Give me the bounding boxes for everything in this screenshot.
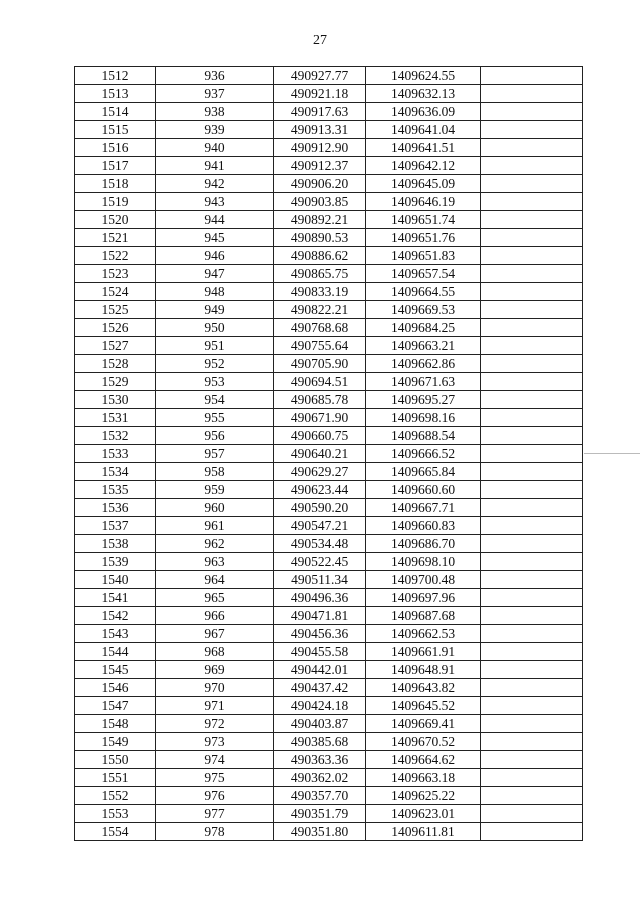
point-number-cell: 966 (156, 607, 274, 625)
row-number-cell: 1541 (75, 589, 156, 607)
table-row (75, 391, 583, 409)
point-number-cell: 941 (156, 157, 274, 175)
table-row (75, 535, 583, 553)
table-row (75, 409, 583, 427)
x-coordinate-cell: 490921.18 (274, 85, 366, 103)
point-number-cell: 968 (156, 643, 274, 661)
empty-cell (481, 427, 583, 445)
table-row (75, 103, 583, 121)
empty-cell (481, 301, 583, 319)
empty-cell (481, 265, 583, 283)
point-number-cell: 946 (156, 247, 274, 265)
point-number-cell: 974 (156, 751, 274, 769)
empty-cell (481, 787, 583, 805)
x-coordinate-cell: 490917.63 (274, 103, 366, 121)
point-number-cell: 950 (156, 319, 274, 337)
row-number-cell: 1521 (75, 229, 156, 247)
y-coordinate-cell: 1409695.27 (366, 391, 481, 409)
empty-cell (481, 805, 583, 823)
y-coordinate-cell: 1409641.04 (366, 121, 481, 139)
x-coordinate-cell: 490455.58 (274, 643, 366, 661)
y-coordinate-cell: 1409664.62 (366, 751, 481, 769)
y-coordinate-cell: 1409669.41 (366, 715, 481, 733)
point-number-cell: 955 (156, 409, 274, 427)
row-number-cell: 1544 (75, 643, 156, 661)
row-number-cell: 1523 (75, 265, 156, 283)
empty-cell (481, 139, 583, 157)
table-row (75, 733, 583, 751)
y-coordinate-cell: 1409651.74 (366, 211, 481, 229)
table-row (75, 445, 583, 463)
y-coordinate-cell: 1409625.22 (366, 787, 481, 805)
table-row (75, 751, 583, 769)
row-number-cell: 1530 (75, 391, 156, 409)
table-row (75, 481, 583, 499)
empty-cell (481, 247, 583, 265)
empty-cell (481, 589, 583, 607)
point-number-cell: 961 (156, 517, 274, 535)
point-number-cell: 953 (156, 373, 274, 391)
y-coordinate-cell: 1409642.12 (366, 157, 481, 175)
row-number-cell: 1524 (75, 283, 156, 301)
x-coordinate-cell: 490660.75 (274, 427, 366, 445)
x-coordinate-cell: 490886.62 (274, 247, 366, 265)
point-number-cell: 956 (156, 427, 274, 445)
empty-cell (481, 607, 583, 625)
y-coordinate-cell: 1409669.53 (366, 301, 481, 319)
y-coordinate-cell: 1409611.81 (366, 823, 481, 841)
x-coordinate-cell: 490623.44 (274, 481, 366, 499)
point-number-cell: 963 (156, 553, 274, 571)
point-number-cell: 972 (156, 715, 274, 733)
empty-cell (481, 409, 583, 427)
x-coordinate-cell: 490755.64 (274, 337, 366, 355)
table-row (75, 679, 583, 697)
table-row (75, 661, 583, 679)
point-number-cell: 962 (156, 535, 274, 553)
table-row (75, 805, 583, 823)
x-coordinate-cell: 490694.51 (274, 373, 366, 391)
table-row (75, 247, 583, 265)
row-number-cell: 1552 (75, 787, 156, 805)
x-coordinate-cell: 490590.20 (274, 499, 366, 517)
row-number-cell: 1522 (75, 247, 156, 265)
table-row (75, 337, 583, 355)
x-coordinate-cell: 490522.45 (274, 553, 366, 571)
y-coordinate-cell: 1409670.52 (366, 733, 481, 751)
y-coordinate-cell: 1409641.51 (366, 139, 481, 157)
empty-cell (481, 571, 583, 589)
x-coordinate-cell: 490833.19 (274, 283, 366, 301)
table-row (75, 571, 583, 589)
y-coordinate-cell: 1409662.53 (366, 625, 481, 643)
empty-cell (481, 823, 583, 841)
row-number-cell: 1532 (75, 427, 156, 445)
row-number-cell: 1539 (75, 553, 156, 571)
row-number-cell: 1542 (75, 607, 156, 625)
table-row (75, 319, 583, 337)
table-row (75, 715, 583, 733)
y-coordinate-cell: 1409684.25 (366, 319, 481, 337)
row-number-cell: 1529 (75, 373, 156, 391)
table-row (75, 499, 583, 517)
point-number-cell: 947 (156, 265, 274, 283)
x-coordinate-cell: 490496.36 (274, 589, 366, 607)
x-coordinate-cell: 490903.85 (274, 193, 366, 211)
row-number-cell: 1525 (75, 301, 156, 319)
empty-cell (481, 769, 583, 787)
empty-cell (481, 643, 583, 661)
empty-cell (481, 211, 583, 229)
empty-cell (481, 337, 583, 355)
table-row (75, 697, 583, 715)
y-coordinate-cell: 1409623.01 (366, 805, 481, 823)
empty-cell (481, 661, 583, 679)
y-coordinate-cell: 1409667.71 (366, 499, 481, 517)
x-coordinate-cell: 490671.90 (274, 409, 366, 427)
x-coordinate-cell: 490351.79 (274, 805, 366, 823)
point-number-cell: 942 (156, 175, 274, 193)
empty-cell (481, 625, 583, 643)
table-row (75, 355, 583, 373)
point-number-cell: 943 (156, 193, 274, 211)
empty-cell (481, 697, 583, 715)
empty-cell (481, 679, 583, 697)
y-coordinate-cell: 1409651.83 (366, 247, 481, 265)
point-number-cell: 975 (156, 769, 274, 787)
empty-cell (481, 229, 583, 247)
x-coordinate-cell: 490471.81 (274, 607, 366, 625)
point-number-cell: 948 (156, 283, 274, 301)
page-number: 27 (313, 33, 327, 48)
point-number-cell: 958 (156, 463, 274, 481)
row-number-cell: 1512 (75, 67, 156, 85)
x-coordinate-cell: 490357.70 (274, 787, 366, 805)
row-number-cell: 1518 (75, 175, 156, 193)
table-row (75, 463, 583, 481)
x-coordinate-cell: 490890.53 (274, 229, 366, 247)
y-coordinate-cell: 1409643.82 (366, 679, 481, 697)
row-number-cell: 1554 (75, 823, 156, 841)
empty-cell (481, 499, 583, 517)
row-number-cell: 1553 (75, 805, 156, 823)
y-coordinate-cell: 1409671.63 (366, 373, 481, 391)
point-number-cell: 957 (156, 445, 274, 463)
empty-cell (481, 175, 583, 193)
point-number-cell: 964 (156, 571, 274, 589)
table-row (75, 211, 583, 229)
x-coordinate-cell: 490403.87 (274, 715, 366, 733)
row-number-cell: 1516 (75, 139, 156, 157)
point-number-cell: 939 (156, 121, 274, 139)
row-number-cell: 1531 (75, 409, 156, 427)
empty-cell (481, 553, 583, 571)
point-number-cell: 949 (156, 301, 274, 319)
point-number-cell: 976 (156, 787, 274, 805)
scan-artifact-line (584, 453, 640, 454)
row-number-cell: 1536 (75, 499, 156, 517)
row-number-cell: 1540 (75, 571, 156, 589)
x-coordinate-cell: 490822.21 (274, 301, 366, 319)
row-number-cell: 1528 (75, 355, 156, 373)
y-coordinate-cell: 1409646.19 (366, 193, 481, 211)
empty-cell (481, 193, 583, 211)
x-coordinate-cell: 490685.78 (274, 391, 366, 409)
empty-cell (481, 391, 583, 409)
table-row (75, 589, 583, 607)
row-number-cell: 1538 (75, 535, 156, 553)
x-coordinate-cell: 490705.90 (274, 355, 366, 373)
table-row (75, 769, 583, 787)
point-number-cell: 978 (156, 823, 274, 841)
table-row (75, 175, 583, 193)
x-coordinate-cell: 490456.36 (274, 625, 366, 643)
y-coordinate-cell: 1409666.52 (366, 445, 481, 463)
x-coordinate-cell: 490547.21 (274, 517, 366, 535)
y-coordinate-cell: 1409697.96 (366, 589, 481, 607)
table-row (75, 427, 583, 445)
empty-cell (481, 373, 583, 391)
empty-cell (481, 481, 583, 499)
x-coordinate-cell: 490865.75 (274, 265, 366, 283)
row-number-cell: 1526 (75, 319, 156, 337)
y-coordinate-cell: 1409651.76 (366, 229, 481, 247)
x-coordinate-cell: 490640.21 (274, 445, 366, 463)
x-coordinate-cell: 490351.80 (274, 823, 366, 841)
row-number-cell: 1520 (75, 211, 156, 229)
row-number-cell: 1517 (75, 157, 156, 175)
y-coordinate-cell: 1409664.55 (366, 283, 481, 301)
row-number-cell: 1546 (75, 679, 156, 697)
row-number-cell: 1550 (75, 751, 156, 769)
table-row (75, 139, 583, 157)
coordinates-table-body (75, 67, 583, 841)
table-row (75, 301, 583, 319)
x-coordinate-cell: 490912.37 (274, 157, 366, 175)
y-coordinate-cell: 1409687.68 (366, 607, 481, 625)
empty-cell (481, 121, 583, 139)
table-row (75, 85, 583, 103)
empty-cell (481, 157, 583, 175)
empty-cell (481, 463, 583, 481)
y-coordinate-cell: 1409624.55 (366, 67, 481, 85)
x-coordinate-cell: 490511.34 (274, 571, 366, 589)
y-coordinate-cell: 1409660.83 (366, 517, 481, 535)
x-coordinate-cell: 490912.90 (274, 139, 366, 157)
x-coordinate-cell: 490385.68 (274, 733, 366, 751)
y-coordinate-cell: 1409661.91 (366, 643, 481, 661)
table-row (75, 157, 583, 175)
y-coordinate-cell: 1409663.21 (366, 337, 481, 355)
y-coordinate-cell: 1409645.52 (366, 697, 481, 715)
point-number-cell: 940 (156, 139, 274, 157)
empty-cell (481, 355, 583, 373)
row-number-cell: 1543 (75, 625, 156, 643)
row-number-cell: 1514 (75, 103, 156, 121)
point-number-cell: 973 (156, 733, 274, 751)
empty-cell (481, 445, 583, 463)
table-row (75, 265, 583, 283)
table-row (75, 193, 583, 211)
row-number-cell: 1527 (75, 337, 156, 355)
point-number-cell: 970 (156, 679, 274, 697)
point-number-cell: 937 (156, 85, 274, 103)
row-number-cell: 1537 (75, 517, 156, 535)
x-coordinate-cell: 490629.27 (274, 463, 366, 481)
coordinates-table (74, 66, 583, 841)
row-number-cell: 1534 (75, 463, 156, 481)
y-coordinate-cell: 1409648.91 (366, 661, 481, 679)
empty-cell (481, 283, 583, 301)
point-number-cell: 971 (156, 697, 274, 715)
table-row (75, 229, 583, 247)
point-number-cell: 954 (156, 391, 274, 409)
y-coordinate-cell: 1409688.54 (366, 427, 481, 445)
y-coordinate-cell: 1409698.16 (366, 409, 481, 427)
point-number-cell: 965 (156, 589, 274, 607)
empty-cell (481, 85, 583, 103)
table-row (75, 625, 583, 643)
row-number-cell: 1533 (75, 445, 156, 463)
row-number-cell: 1535 (75, 481, 156, 499)
y-coordinate-cell: 1409632.13 (366, 85, 481, 103)
point-number-cell: 938 (156, 103, 274, 121)
x-coordinate-cell: 490768.68 (274, 319, 366, 337)
empty-cell (481, 733, 583, 751)
x-coordinate-cell: 490437.42 (274, 679, 366, 697)
table-row (75, 121, 583, 139)
table-row (75, 553, 583, 571)
empty-cell (481, 67, 583, 85)
x-coordinate-cell: 490927.77 (274, 67, 366, 85)
row-number-cell: 1551 (75, 769, 156, 787)
x-coordinate-cell: 490362.02 (274, 769, 366, 787)
empty-cell (481, 751, 583, 769)
table-row (75, 373, 583, 391)
empty-cell (481, 535, 583, 553)
x-coordinate-cell: 490892.21 (274, 211, 366, 229)
x-coordinate-cell: 490913.31 (274, 121, 366, 139)
empty-cell (481, 103, 583, 121)
y-coordinate-cell: 1409662.86 (366, 355, 481, 373)
point-number-cell: 959 (156, 481, 274, 499)
table-row (75, 517, 583, 535)
point-number-cell: 936 (156, 67, 274, 85)
row-number-cell: 1547 (75, 697, 156, 715)
y-coordinate-cell: 1409698.10 (366, 553, 481, 571)
row-number-cell: 1513 (75, 85, 156, 103)
point-number-cell: 951 (156, 337, 274, 355)
y-coordinate-cell: 1409663.18 (366, 769, 481, 787)
table-row (75, 607, 583, 625)
table-row (75, 787, 583, 805)
point-number-cell: 969 (156, 661, 274, 679)
y-coordinate-cell: 1409645.09 (366, 175, 481, 193)
x-coordinate-cell: 490442.01 (274, 661, 366, 679)
table-row (75, 283, 583, 301)
table-row (75, 823, 583, 841)
row-number-cell: 1519 (75, 193, 156, 211)
x-coordinate-cell: 490363.36 (274, 751, 366, 769)
empty-cell (481, 517, 583, 535)
point-number-cell: 977 (156, 805, 274, 823)
y-coordinate-cell: 1409660.60 (366, 481, 481, 499)
x-coordinate-cell: 490906.20 (274, 175, 366, 193)
y-coordinate-cell: 1409657.54 (366, 265, 481, 283)
point-number-cell: 944 (156, 211, 274, 229)
empty-cell (481, 319, 583, 337)
row-number-cell: 1549 (75, 733, 156, 751)
y-coordinate-cell: 1409636.09 (366, 103, 481, 121)
y-coordinate-cell: 1409700.48 (366, 571, 481, 589)
y-coordinate-cell: 1409665.84 (366, 463, 481, 481)
y-coordinate-cell: 1409686.70 (366, 535, 481, 553)
row-number-cell: 1545 (75, 661, 156, 679)
x-coordinate-cell: 490534.48 (274, 535, 366, 553)
point-number-cell: 967 (156, 625, 274, 643)
table-row (75, 643, 583, 661)
point-number-cell: 945 (156, 229, 274, 247)
point-number-cell: 960 (156, 499, 274, 517)
row-number-cell: 1515 (75, 121, 156, 139)
empty-cell (481, 715, 583, 733)
table-row (75, 67, 583, 85)
x-coordinate-cell: 490424.18 (274, 697, 366, 715)
row-number-cell: 1548 (75, 715, 156, 733)
point-number-cell: 952 (156, 355, 274, 373)
